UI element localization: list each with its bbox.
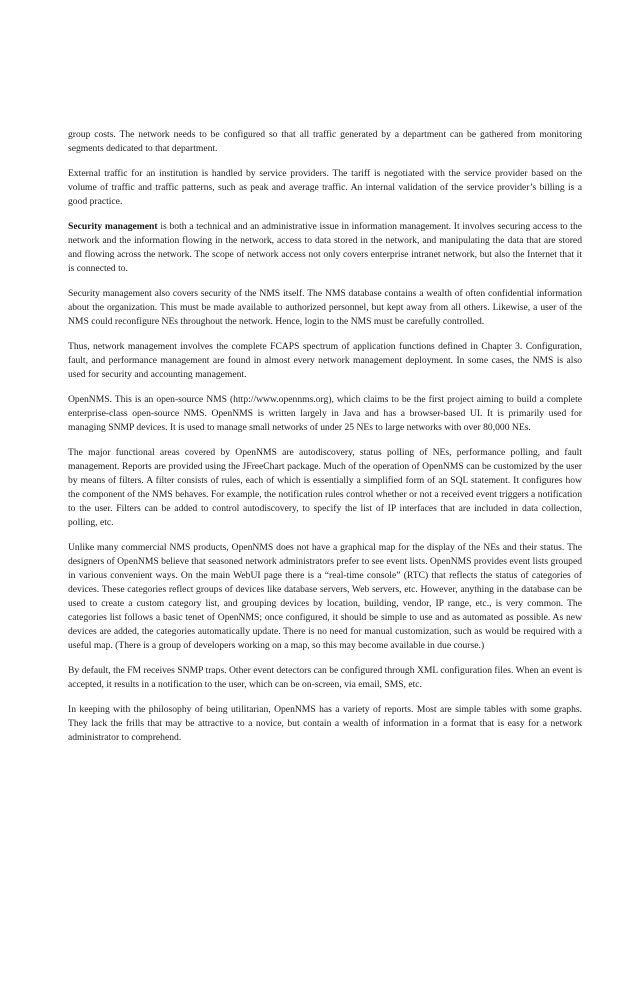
paragraph — [68, 446, 582, 530]
paragraph-text: Security management also covers security of the NMS itself. The NMS database contains a wealth of often confidential information about the organization. This must be made available to authorized personnel, but kept away from all others. Likewise, a user of the NMS could reconfigure NEs throughout the network. Hence, login to the NMS must be carefully controlled. — [68, 288, 582, 327]
paragraph-text: Thus, network management involves the complete FCAPS spectrum of application functions defined in Chapter 3. Configuration, fault, and performance management are found in almost every network management deployment. In some cases, the NMS is also used for security and accounting management. — [68, 341, 582, 380]
paragraph — [68, 703, 582, 745]
paragraph — [68, 167, 582, 209]
paragraph — [68, 541, 582, 653]
paragraph — [68, 128, 582, 156]
paragraph-text: The major functional areas covered by OpenNMS are autodiscovery, status polling of NEs, performance polling, and fault management. Reports are provided using the JFreeChart package. Much of the operation of OpenNMS can be customized by the user by means of filters. A filter consists of rules, each of which is essentially a simplified form of an SQL statement. It configures how the component of the NMS behaves. For example, the notification rules control whether or not a received event triggers a notification to the user. Filters can be added to control autodiscovery, to specify the list of IP interfaces that are included in data collection, polling, etc. — [68, 447, 582, 528]
paragraph-text: OpenNMS. This is an open-source NMS (http://www.opennms.org), which claims to be the first project aiming to build a complete enterprise-class open-source NMS. OpenNMS is written largely in Java and has a browser-based UI. It is primarily used for managing SNMP devices. It is used to manage small networks of under 25 NEs to large networks with over 80,000 NEs. — [68, 394, 582, 433]
paragraph-text: is both a technical and an administrative issue in information management. It involves securing access to the network and the information flowing in the network, access to data stored in the network, and manipulating the data that are stored and flowing across the network. The scope of network access not only covers enterprise intranet network, but also the Internet that it is connected to. — [68, 221, 582, 274]
paragraph-text: External traffic for an institution is handled by service providers. The tariff is negotiated with the service provider based on the volume of traffic and traffic patterns, such as peak and average traffic. An internal validation of the service provider’s billing is a good practice. — [68, 168, 582, 207]
paragraph — [68, 340, 582, 382]
paragraph — [68, 220, 582, 276]
paragraph-text: group costs. The network needs to be configured so that all traffic generated by a department can be gathered from monitoring segments dedicated to that department. — [68, 129, 582, 154]
document-body — [68, 128, 582, 756]
paragraph — [68, 393, 582, 435]
paragraph — [68, 664, 582, 692]
paragraph-text: In keeping with the philosophy of being utilitarian, OpenNMS has a variety of reports. Most are simple tables with some graphs. They lack the frills that may be attractive to a novice, but contain a wealth of information in a format that is easy for a network administrator to comprehend. — [68, 704, 582, 743]
paragraph-lead: Security management — [68, 221, 158, 232]
paragraph — [68, 287, 582, 329]
paragraph-text: Unlike many commercial NMS products, OpenNMS does not have a graphical map for the display of the NEs and their status. The designers of OpenNMS believe that seasoned network administrators prefer to see event lists. OpenNMS provides event lists grouped in various convenient ways. On the main WebUI page there is a “real-time console” (RTC) that reflects the status of categories of devices. These categories reflect groups of devices like database servers, Web servers, etc. However, anything in the database can be used to create a custom category list, and grouping devices by location, building, vendor, IP range, etc., is very common. The categories list follows a basic tenet of OpenNMS; once configured, it should be simple to use and as automated as possible. As new devices are added, the categories automatically update. There is no need for manual customization, such as would be required with a useful map. (There is a group of developers working on a map, so this may become available in due course.) — [68, 542, 582, 651]
paragraph-text: By default, the FM receives SNMP traps. Other event detectors can be configured through XML configuration files. When an event is accepted, it results in a notification to the user, which can be on-screen, via email, SMS, etc. — [68, 665, 582, 690]
